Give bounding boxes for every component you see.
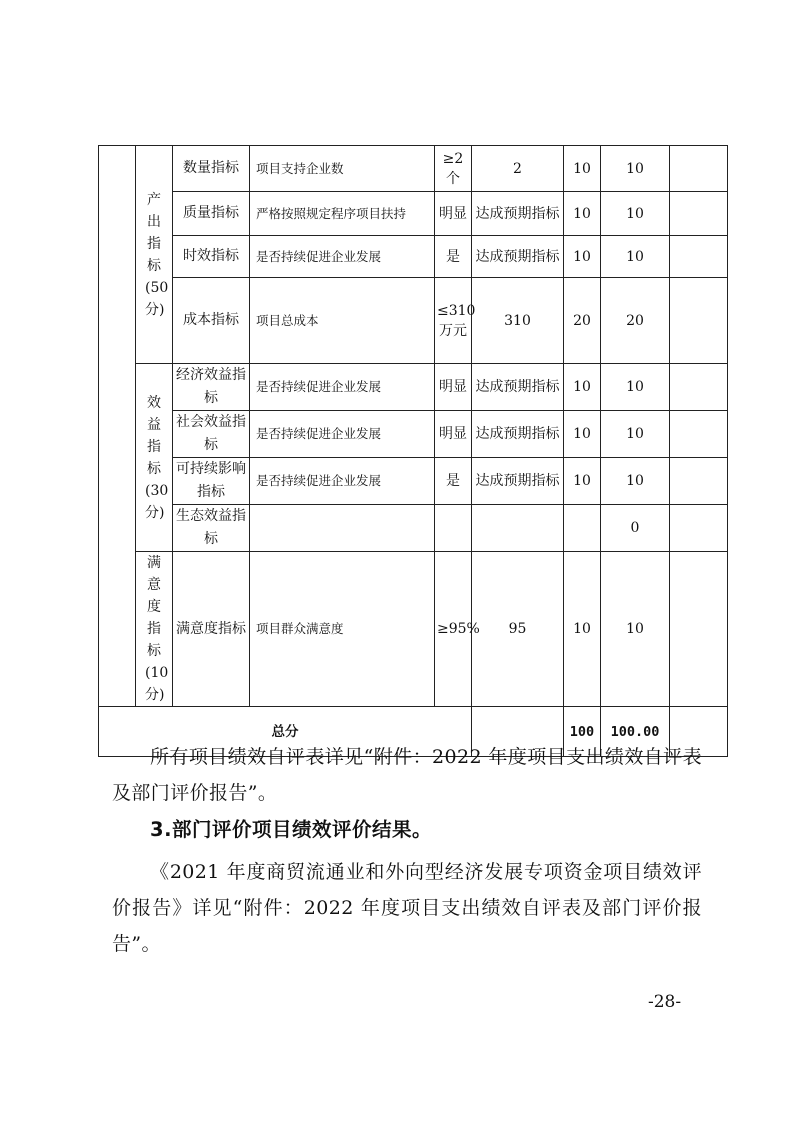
level1-blank-cell <box>99 146 136 707</box>
indicator-content: 项目支持企业数 <box>250 146 435 192</box>
table-row <box>99 552 728 707</box>
actual-value: 达成预期指标 <box>472 236 564 278</box>
weight-value: 10 <box>564 458 601 505</box>
table-row <box>99 505 728 552</box>
score-value: 0 <box>601 505 670 552</box>
target-value: ≥95% <box>435 552 472 707</box>
remark-cell <box>670 236 728 278</box>
weight-value: 10 <box>564 192 601 236</box>
remark-cell <box>670 505 728 552</box>
indicator-content: 项目群众满意度 <box>250 552 435 707</box>
paragraph-report-note: 《2021 年度商贸流通业和外向型经济发展专项资金项目绩效评价报告》详见“附件：2022 年度项目支出绩效自评表及部门评价报告”。 <box>112 861 702 955</box>
actual-value: 达成预期指标 <box>472 411 564 458</box>
table-row <box>99 236 728 278</box>
table-row <box>99 458 728 505</box>
weight-value <box>564 505 601 552</box>
remark-cell <box>670 192 728 236</box>
indicator-content: 项目总成本 <box>250 278 435 364</box>
total-score: 100.00 <box>601 707 670 757</box>
table-row <box>99 364 728 411</box>
score-value: 10 <box>601 552 670 707</box>
remark-cell <box>670 552 728 707</box>
target-value: 是 <box>435 236 472 278</box>
total-label: 总分 <box>99 707 472 757</box>
total-weight: 100 <box>564 707 601 757</box>
score-value: 10 <box>601 364 670 411</box>
indicator-content: 是否持续促进企业发展 <box>250 411 435 458</box>
weight-value: 10 <box>564 236 601 278</box>
indicator-name: 数量指标 <box>173 146 250 192</box>
performance-table <box>98 145 728 757</box>
page-number: -28- <box>648 992 682 1012</box>
remark-cell <box>670 458 728 505</box>
target-value: 明显 <box>435 192 472 236</box>
score-value: 10 <box>601 411 670 458</box>
weight-value: 20 <box>564 278 601 364</box>
category-benefit: 效 益 指 标 (30 分) <box>136 364 173 552</box>
weight-value: 10 <box>564 364 601 411</box>
actual-value <box>472 505 564 552</box>
indicator-content: 是否持续促进企业发展 <box>250 236 435 278</box>
indicator-content: 严格按照规定程序项目扶持 <box>250 192 435 236</box>
indicator-content: 是否持续促进企业发展 <box>250 364 435 411</box>
score-value: 10 <box>601 146 670 192</box>
indicator-name: 经济效益指标 <box>173 364 250 411</box>
table-row <box>99 146 728 192</box>
target-value: 明显 <box>435 411 472 458</box>
indicator-name: 满意度指标 <box>173 552 250 707</box>
target-value: 是 <box>435 458 472 505</box>
table-row <box>99 278 728 364</box>
actual-value: 达成预期指标 <box>472 458 564 505</box>
indicator-name: 成本指标 <box>173 278 250 364</box>
indicator-name: 生态效益指标 <box>173 505 250 552</box>
indicator-content: 是否持续促进企业发展 <box>250 458 435 505</box>
indicator-name: 时效指标 <box>173 236 250 278</box>
table-row <box>99 411 728 458</box>
indicator-name: 可持续影响指标 <box>173 458 250 505</box>
remark-cell <box>670 411 728 458</box>
remark-cell <box>670 146 728 192</box>
table-row <box>99 192 728 236</box>
score-value: 20 <box>601 278 670 364</box>
section-heading: 3.部门评价项目绩效评价结果。 <box>150 818 432 841</box>
remark-cell <box>670 278 728 364</box>
score-value: 10 <box>601 192 670 236</box>
actual-value: 310 <box>472 278 564 364</box>
target-value: 明显 <box>435 364 472 411</box>
score-value: 10 <box>601 458 670 505</box>
weight-value: 10 <box>564 146 601 192</box>
weight-value: 10 <box>564 411 601 458</box>
weight-value: 10 <box>564 552 601 707</box>
target-value: ≤310万元 <box>435 278 472 364</box>
category-output: 产 出 指 标 (50 分) <box>136 146 173 364</box>
indicator-name: 社会效益指标 <box>173 411 250 458</box>
indicator-name: 质量指标 <box>173 192 250 236</box>
category-satisfaction: 满 意 度 指 标 (10 分) <box>136 552 173 707</box>
remark-cell <box>670 364 728 411</box>
actual-value: 达成预期指标 <box>472 192 564 236</box>
target-value: ≥2个 <box>435 146 472 192</box>
actual-value: 达成预期指标 <box>472 364 564 411</box>
actual-value: 2 <box>472 146 564 192</box>
indicator-content <box>250 505 435 552</box>
paragraph-attachment-note: 所有项目绩效自评表详见“附件：2022 年度项目支出绩效自评表及部门评价报告”。 <box>112 746 702 804</box>
score-value: 10 <box>601 236 670 278</box>
target-value <box>435 505 472 552</box>
actual-value: 95 <box>472 552 564 707</box>
